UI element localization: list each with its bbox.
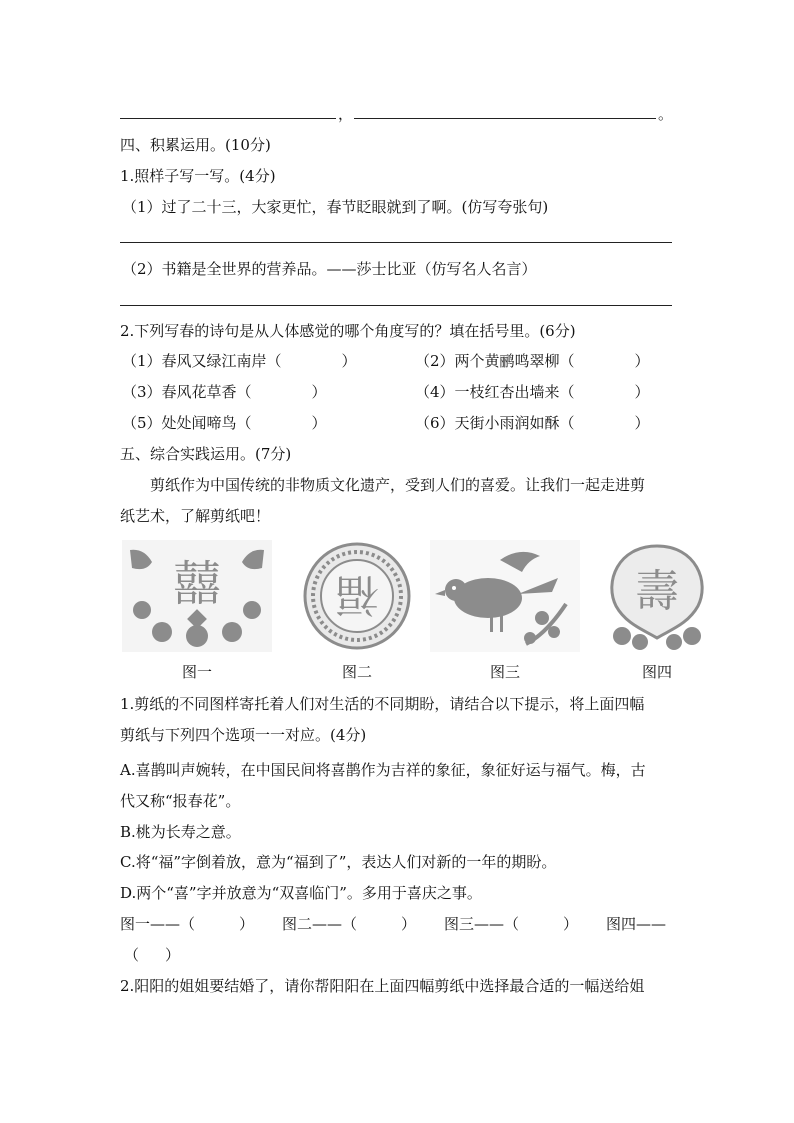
close-paren: ）	[401, 915, 417, 933]
poem-text: （4）一枝红杏出墙来（	[415, 383, 575, 401]
close-paren: ）	[341, 352, 357, 370]
close-paren: ）	[239, 915, 255, 933]
question-4-1-title: 1.照样子写一写。(4分)	[120, 167, 276, 185]
paper-cut-longevity-peach-image	[582, 540, 732, 652]
poem-item	[122, 382, 327, 402]
intro-paragraph: 纸艺术，了解剪纸吧！	[120, 507, 271, 525]
poem-item	[415, 382, 650, 402]
intro-paragraph: 剪纸作为中国传统的非物质文化遗产，受到人们的喜爱。让我们一起走进剪	[150, 476, 646, 494]
match-row	[444, 914, 578, 934]
question-5-1-text: 剪纸与下列四个选项一一对应。(4分)	[120, 726, 367, 744]
match-label: 图四——	[606, 915, 667, 933]
question-4-1-item-1: （1）过了二十三，大家更忙，春节眨眼就到了啊。(仿写夸张句)	[122, 198, 549, 216]
answer-line[interactable]	[120, 305, 672, 306]
option-a: A.喜鹊叫声婉转，在中国民间将喜鹊作为吉祥的象征，象征好运与福气。梅，古	[120, 761, 646, 779]
figure-caption: 图四	[641, 663, 672, 681]
figure-caption: 图二	[341, 663, 372, 681]
figure-caption: 图三	[489, 663, 520, 681]
poem-item	[122, 351, 357, 371]
poem-item	[415, 413, 650, 433]
close-paren: ）	[165, 946, 181, 964]
poem-item	[122, 413, 327, 433]
close-paren: ）	[311, 414, 327, 432]
paper-cut-upside-down-fu-image	[282, 540, 432, 652]
period-mark: 。	[658, 105, 674, 123]
open-paren: （	[124, 946, 140, 964]
match-label: 图三——（	[444, 915, 520, 933]
match-row	[120, 914, 254, 934]
close-paren: ）	[563, 915, 579, 933]
option-c: C.将“福”字倒着放，意为“福到了”，表达人们对新的一年的期盼。	[120, 853, 557, 871]
poem-text: （5）处处闻啼鸟（	[122, 414, 252, 432]
match-row	[282, 914, 416, 934]
poem-text: （3）春风花草香（	[122, 383, 252, 401]
poem-text: （6）天街小雨润如酥（	[415, 414, 575, 432]
match-row	[124, 945, 180, 965]
question-4-1-item-2: （2）书籍是全世界的营养品。——莎士比亚（仿写名人名言）	[122, 260, 537, 278]
option-d: D.两个“喜”字并放意为“双喜临门”。多用于喜庆之事。	[120, 884, 482, 902]
close-paren: ）	[634, 383, 650, 401]
match-label: 图二——（	[282, 915, 358, 933]
section-5-title: 五、综合实践运用。(7分)	[120, 445, 292, 463]
option-a: 代又称“报春花”。	[120, 792, 241, 810]
comma-mark: ，	[338, 105, 354, 123]
paper-cut-magpie-plum-image	[430, 540, 580, 652]
question-5-2-text: 2.阳阳的姐姐要结婚了，请你帮阳阳在上面四幅剪纸中选择最合适的一幅送给姐	[120, 977, 645, 995]
paper-cut-glyph: 福	[335, 569, 379, 620]
answer-line[interactable]	[120, 242, 672, 243]
question-4-2-title: 2.下列写春的诗句是从人体感觉的哪个角度写的？填在括号里。(6分)	[120, 322, 576, 340]
poem-text: （2）两个黄鹂鸣翠柳（	[415, 352, 575, 370]
close-paren: ）	[634, 414, 650, 432]
match-label: 图一——（	[120, 915, 196, 933]
match-row	[606, 914, 666, 934]
paper-cut-glyph: 囍	[172, 556, 222, 612]
answer-blank-line[interactable]	[354, 118, 656, 119]
poem-item	[415, 351, 650, 371]
section-4-title: 四、积累运用。(10分)	[120, 136, 271, 154]
answer-blank-line[interactable]	[120, 118, 336, 119]
option-b: B.桃为长寿之意。	[120, 823, 241, 841]
poem-text: （1）春风又绿江南岸（	[122, 352, 282, 370]
paper-cut-double-happiness-image	[122, 540, 272, 652]
close-paren: ）	[311, 383, 327, 401]
close-paren: ）	[634, 352, 650, 370]
figure-caption: 图一	[181, 663, 212, 681]
paper-cut-glyph: 壽	[635, 566, 679, 617]
question-5-1-text: 1.剪纸的不同图样寄托着人们对生活的不同期盼，请结合以下提示，将上面四幅	[120, 695, 645, 713]
